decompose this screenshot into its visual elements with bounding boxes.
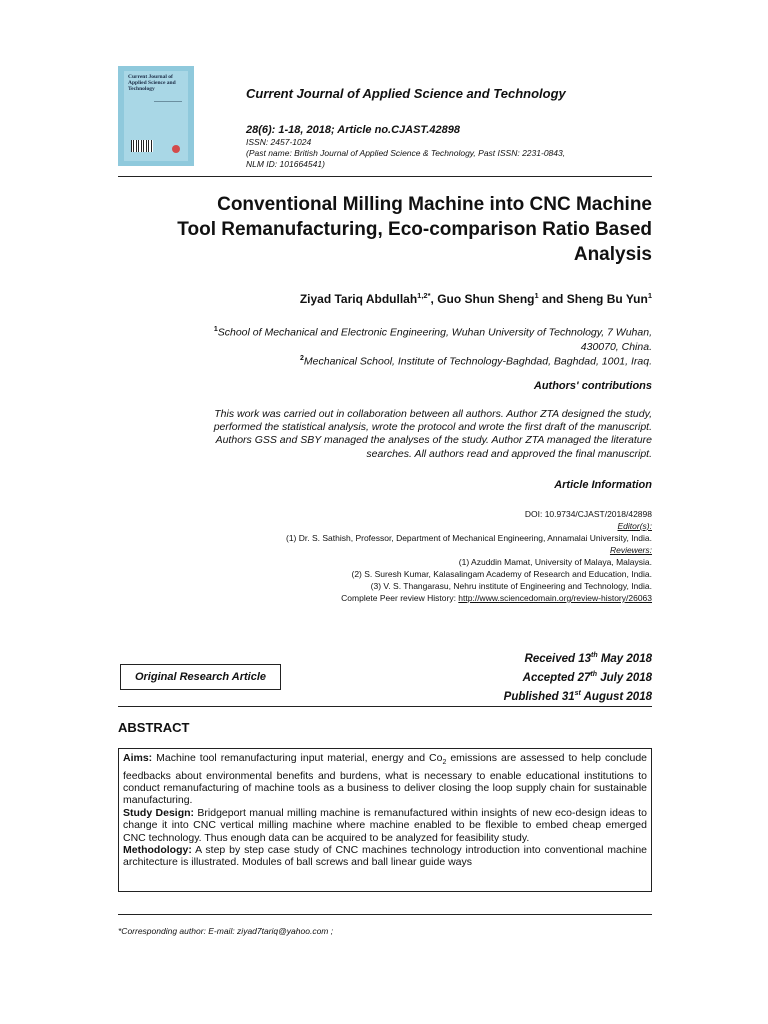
footnote-divider [118,914,652,915]
header-divider [118,176,652,177]
doi: DOI: 10.9734/CJAST/2018/42898 [524,509,652,519]
publisher-logo-icon [172,145,180,153]
title-line-1: Conventional Milling Machine into CNC Machine [217,194,652,215]
affiliation-1-sup: 1 [213,326,218,333]
reviewers-label: Reviewers: [609,545,652,555]
journal-name: Current Journal of Applied Science and Technology [246,86,566,101]
aims-label: Aims: [123,752,153,764]
affiliation-2 [118,352,652,369]
editor-entry: (1) Dr. S. Sathish, Professor, Department of Mechanical Engineering, Annamalai University, India. [286,533,652,543]
contributions-line: performed the statistical analysis, wrote the protocol and wrote the first draft of the manuscript. [213,421,652,434]
author-name: Ziyad Tariq Abdullah [299,292,418,306]
cover-divider [154,101,182,102]
volume-line: 28(6): 1-18, 2018; Article no.CJAST.42898 [246,124,460,136]
author-separator: and [538,292,567,306]
editor-label: Editor(s): [617,521,652,531]
article-info-block [118,508,652,604]
methodology-label: Methodology: [123,843,192,856]
author-name: Guo Shun Sheng [437,292,535,306]
title-line-3: Analysis [573,244,652,265]
abstract-heading: ABSTRACT [118,720,190,735]
peer-review-label: Complete Peer review History: [341,593,459,603]
publication-dates [400,648,652,704]
contributions-heading: Authors' contributions [533,380,652,392]
received-date: Received 13th May 2018 [524,652,652,665]
dates-divider [118,706,652,707]
abstract-methodology: Methodology: A step by step case study of CNC machines technology introduction into conventional machine architecture is illustrated. Modules of ball screws and ball linear guide ways [123,843,647,869]
published-date: Published 31st August 2018 [503,689,652,703]
contributions-line: searches. All authors read and approved the final manuscript. [366,447,652,460]
reviewer-entry: (3) V. S. Thangarasu, Nehru institute of Engineering and Technology, India. [370,581,652,591]
past-name-line-2: NLM ID: 101664541) [246,159,325,169]
affiliation-1 [118,323,652,354]
affiliation-1-line-1: School of Mechanical and Electronic Engineering, Wuhan University of Technology, 7 Wuhan, [217,326,652,339]
accepted-date: Accepted 27th July 2018 [522,670,652,684]
abstract-study-design: Study Design: Bridgeport manual milling machine is remanufactured within insights of new eco-design ideas to change it into CNC vertical milling machine where machine enabled to be flexible to embed cheap emerged CNC technology. Thus enough data can be acquired to be analyzed for feasibility study. [123,806,647,844]
peer-review-history [118,592,652,604]
author-separator: , [430,292,438,306]
article-type-box [120,664,281,690]
author-list [118,291,652,306]
abstract-aims: Aims: Machine tool remanufacturing input material, energy and $Co_2$ emissions are assessed to help conclude feedbacks about environmental benefits and burdens, what is necessary to enable educational institutions to conduct remanufacturing of machine tools as a business to deliver closing the loop supply chain for sustainable manufacturing. [123,752,648,807]
title-line-2: Tool Remanufacturing, Eco-comparison Ratio Based [177,219,652,240]
contributions-line: Authors GSS and SBY managed the analyses of the study. Author ZTA managed the literature [215,434,652,447]
corresponding-author-note: *Corresponding author: E-mail: ziyad7tariq@yahoo.com ; [118,926,334,936]
contributions-text [140,408,652,461]
affiliation-2-line-1: Mechanical School, Institute of Technology-Baghdad, Baghdad, 1001, Iraq. [303,355,652,368]
peer-review-link[interactable]: http://www.sciencedomain.org/review-history/26063 [458,593,652,603]
reviewer-entry: (2) S. Suresh Kumar, Kalasalingam Academy of Research and Education, India. [351,569,652,579]
paper-title [118,192,652,267]
author-sup: 1,2* [417,291,431,300]
journal-cover-image [118,66,194,166]
affiliation-2-sup: 2 [299,355,304,362]
contributions-line: This work was carried out in collaboration between all authors. Author ZTA designed the study, [214,408,652,420]
author-sup: 1 [534,291,539,300]
affiliation-1-line-2: 430070, China. [580,340,652,353]
study-design-label: Study Design: [123,806,195,819]
reviewer-entry: (1) Azuddin Mamat, University of Malaya, Malaysia. [458,557,652,567]
cover-panel [124,71,188,161]
author-name: Sheng Bu Yun [566,292,648,306]
article-info-heading: Article Information [554,479,652,491]
barcode-icon [131,140,153,152]
cover-title: Current Journal of Applied Science and Technology [128,74,176,92]
article-type-label: Original Research Article [134,671,267,683]
abstract-box [118,748,652,892]
issn: ISSN: 2457-1024 [246,137,312,147]
past-name-line-1: (Past name: British Journal of Applied Science & Technology, Past ISSN: 2231-0843, [246,148,566,158]
author-sup: 1 [647,291,652,300]
